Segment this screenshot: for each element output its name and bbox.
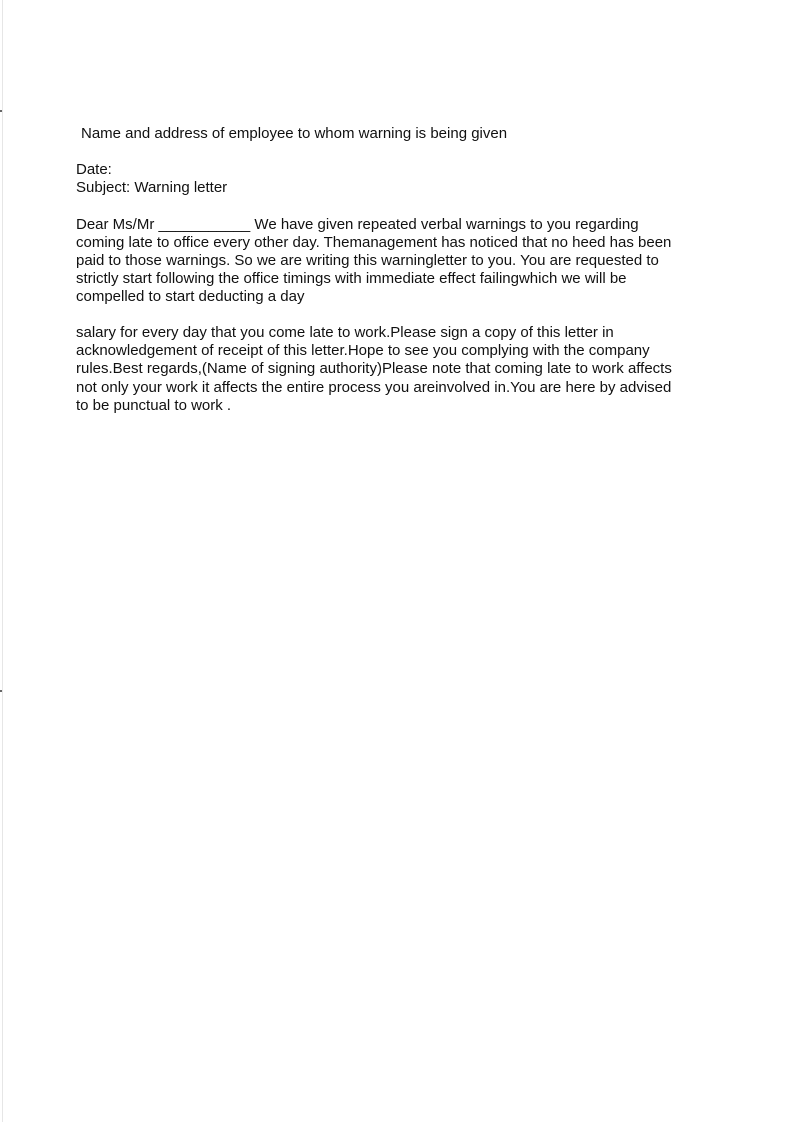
body-line: Dear Ms/Mr ___________ We have given repeated verbal warnings to you regarding — [76, 216, 639, 233]
body-line: salary for every day that you come late to work.Please sign a copy of this letter in — [76, 324, 614, 341]
body-line: rules.Best regards,(Name of signing authority)Please note that coming late to work affects — [76, 360, 672, 377]
body-line: paid to those warnings. So we are writing this warningletter to you. You are requested to — [76, 252, 659, 269]
page-left-edge — [2, 0, 3, 1122]
date-label: Date: — [76, 161, 112, 178]
recipient-line: Name and address of employee to whom warning is being given — [81, 125, 508, 142]
edge-mark — [0, 690, 2, 692]
body-line: coming late to office every other day. Themanagement has noticed that no heed has been — [76, 234, 672, 251]
body-line: strictly start following the office timings with immediate effect failingwhich we will be — [76, 270, 627, 287]
subject-line: Subject: Warning letter — [76, 179, 228, 196]
body-line: compelled to start deducting a day — [76, 288, 305, 305]
edge-mark — [0, 110, 2, 112]
body-line: acknowledgement of receipt of this letter.Hope to see you complying with the company — [76, 342, 650, 359]
body-line: to be punctual to work . — [76, 397, 232, 414]
body-line: not only your work it affects the entire process you areinvolved in.You are here by advised — [76, 379, 672, 396]
